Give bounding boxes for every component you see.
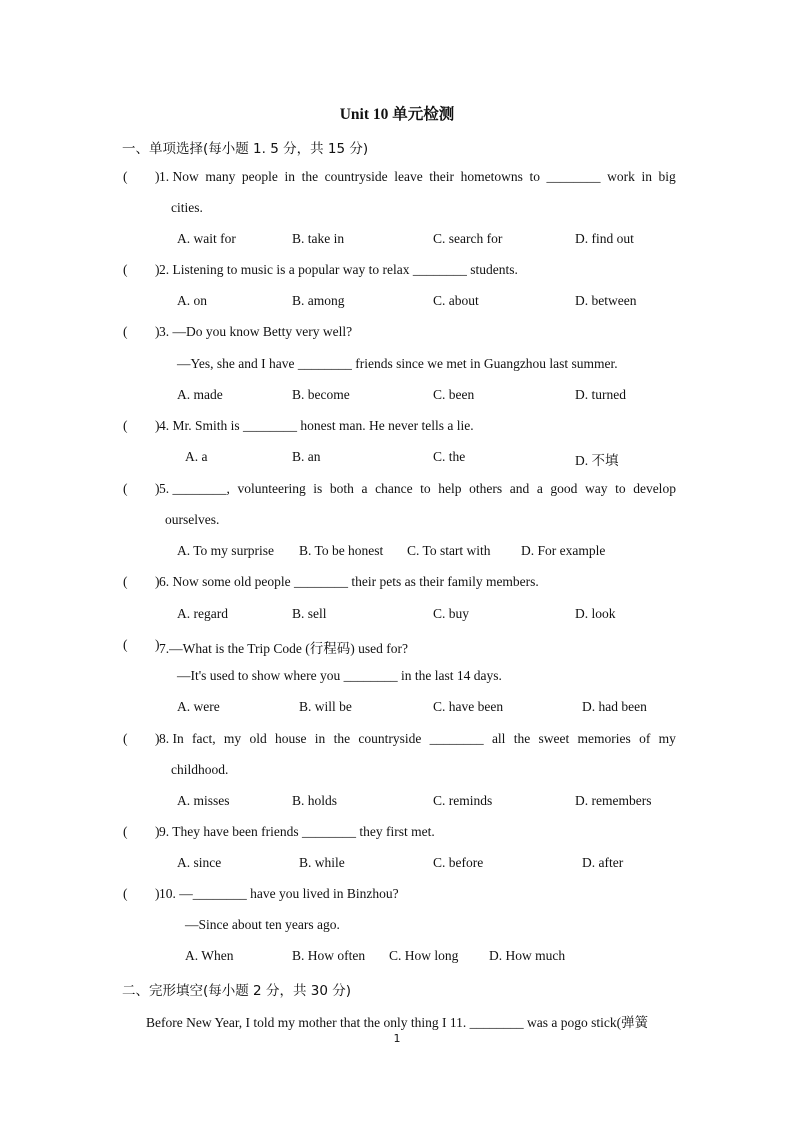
option-c: C. reminds <box>433 793 493 808</box>
stem-text: Listening to music is a popular way to relax ________ students. <box>172 262 518 277</box>
stem-word: the <box>333 731 351 746</box>
stem-word: countryside <box>358 731 422 746</box>
stem-word: good <box>550 481 578 496</box>
option-a: A. were <box>177 699 220 714</box>
question-number: 9. <box>159 824 170 839</box>
option-d: D. turned <box>575 387 626 402</box>
answer-paren-open: ( <box>123 731 128 746</box>
stem-word: others <box>469 481 503 496</box>
stem-text: They have been friends ________ they first met. <box>172 824 435 839</box>
stem-word: in <box>314 731 326 746</box>
stem-text: —________ have you lived in Binzhou? <box>179 886 399 901</box>
question-number: 6. <box>159 574 170 589</box>
stem-text: Now some old people ________ their pets as their family members. <box>172 574 539 589</box>
question-stem <box>159 886 676 902</box>
answer-paren-open: ( <box>123 324 128 339</box>
stem-text: Mr. Smith is ________ honest man. He never tells a lie. <box>172 418 474 433</box>
option-b: B. sell <box>292 606 327 621</box>
stem-text: —Do you know Betty very well? <box>172 324 353 339</box>
stem-word: chance <box>375 481 413 496</box>
option-c: C. To start with <box>407 543 491 558</box>
option-c: C. before <box>433 855 484 870</box>
question-stem-continued: childhood. <box>171 762 229 777</box>
stem-word: of <box>639 731 651 746</box>
option-b: B. become <box>292 387 350 402</box>
stem-word: many <box>205 169 236 184</box>
option-d: D. look <box>575 606 616 621</box>
stem-word: memories <box>577 731 631 746</box>
stem-word: a <box>361 481 368 496</box>
question-stem <box>159 324 676 340</box>
answer-paren-close: ) <box>155 886 160 901</box>
answer-paren-open: ( <box>123 824 128 839</box>
stem-word: sweet <box>538 731 570 746</box>
answer-paren-open: ( <box>123 637 128 652</box>
stem-word: old <box>249 731 267 746</box>
option-a: A. wait for <box>177 231 236 246</box>
stem-word: the <box>513 731 531 746</box>
question-number: 8. <box>159 731 170 746</box>
question-number: 1. <box>159 169 170 184</box>
section-heading-cloze: 二、完形填空(每小题 2 分，共 30 分) <box>122 983 351 999</box>
option-b: B. an <box>292 449 321 464</box>
option-c: C. have been <box>433 699 504 714</box>
stem-word: in <box>641 169 652 184</box>
option-d: D. For example <box>521 543 606 558</box>
question-stem <box>159 731 676 747</box>
option-a: A. on <box>177 293 207 308</box>
stem-word: in <box>284 169 295 184</box>
stem-word: hometowns <box>460 169 523 184</box>
stem-word: volunteering <box>237 481 306 496</box>
answer-blank: ________ <box>546 169 601 184</box>
answer-paren-close: ) <box>155 824 160 839</box>
stem-word: their <box>429 169 455 184</box>
page-number: 1 <box>393 1032 401 1045</box>
option-b: B. take in <box>292 231 345 246</box>
option-d: D. had been <box>582 699 647 714</box>
cloze-passage-line: Before New Year, I told my mother that the only thing I 11. ________ was a pogo stick(弹簧 <box>146 1015 649 1030</box>
option-d: D. 不填 <box>575 453 619 468</box>
answer-paren-close: ) <box>155 418 160 433</box>
question-stem-continued: —Since about ten years ago. <box>185 917 340 932</box>
option-b: B. will be <box>299 699 352 714</box>
answer-paren-close: ) <box>155 574 160 589</box>
option-c: C. been <box>433 387 475 402</box>
option-a: A. a <box>185 449 208 464</box>
stem-word: countryside <box>324 169 388 184</box>
stem-word: develop <box>633 481 676 496</box>
option-a: A. regard <box>177 606 228 621</box>
option-b: B. To be honest <box>299 543 384 558</box>
option-a: A. since <box>177 855 222 870</box>
option-d: D. after <box>582 855 624 870</box>
option-b: B. while <box>299 855 345 870</box>
stem-word: to <box>420 481 431 496</box>
question-stem-continued: —Yes, she and I have ________ friends since we met in Guangzhou last summer. <box>177 356 618 371</box>
stem-word: leave <box>394 169 423 184</box>
question-stem-continued: cities. <box>171 200 203 215</box>
option-b: B. holds <box>292 793 338 808</box>
option-c: C. buy <box>433 606 470 621</box>
answer-blank: ________, <box>172 481 230 496</box>
question-stem <box>159 824 676 840</box>
answer-paren-close: ) <box>155 481 160 496</box>
stem-word: work <box>607 169 635 184</box>
option-c: C. about <box>433 293 479 308</box>
stem-word: is <box>313 481 323 496</box>
option-d: D. find out <box>575 231 634 246</box>
page-title: Unit 10 单元检测 <box>339 106 455 123</box>
question-number: 10. <box>159 886 176 901</box>
question-number: 4. <box>159 418 170 433</box>
question-stem <box>159 418 676 434</box>
option-b: B. among <box>292 293 345 308</box>
stem-word: people <box>241 169 278 184</box>
stem-word: both <box>329 481 354 496</box>
stem-word: my <box>223 731 242 746</box>
question-number: 3. <box>159 324 170 339</box>
answer-paren-open: ( <box>123 169 128 184</box>
question-stem-continued: ourselves. <box>165 512 220 527</box>
stem-word: to <box>529 169 540 184</box>
stem-text: —What is the Trip Code (行程码) used for? <box>169 641 408 656</box>
stem-word: house <box>275 731 307 746</box>
option-a: A. To my surprise <box>177 543 275 558</box>
answer-blank: ________ <box>429 731 484 746</box>
question-number: 5. <box>159 481 170 496</box>
option-d: D. How much <box>489 948 566 963</box>
stem-word: fact, <box>192 731 216 746</box>
stem-word: help <box>438 481 462 496</box>
answer-paren-open: ( <box>123 418 128 433</box>
stem-word: to <box>615 481 626 496</box>
answer-paren-close: ) <box>155 637 160 652</box>
answer-paren-open: ( <box>123 262 128 277</box>
stem-word: all <box>491 731 506 746</box>
answer-paren-close: ) <box>155 324 160 339</box>
stem-word: Now <box>172 169 199 184</box>
stem-word: big <box>658 169 676 184</box>
option-c: C. the <box>433 449 466 464</box>
stem-word: the <box>301 169 319 184</box>
stem-word: way <box>585 481 608 496</box>
question-number: 2. <box>159 262 170 277</box>
answer-paren-open: ( <box>123 886 128 901</box>
option-d: D. remembers <box>575 793 652 808</box>
option-d: D. between <box>575 293 637 308</box>
stem-word: and <box>509 481 530 496</box>
option-a: A. When <box>185 948 234 963</box>
answer-paren-open: ( <box>123 481 128 496</box>
question-stem <box>159 169 676 185</box>
answer-paren-close: ) <box>155 262 160 277</box>
question-stem-continued: —It's used to show where you ________ in the last 14 days. <box>177 668 502 683</box>
stem-word: a <box>536 481 543 496</box>
answer-paren-open: ( <box>123 574 128 589</box>
stem-word: In <box>172 731 184 746</box>
question-stem <box>159 262 676 278</box>
question-stem <box>159 574 676 590</box>
question-number: 7. <box>159 641 170 656</box>
option-a: A. misses <box>177 793 230 808</box>
question-stem <box>159 481 676 497</box>
option-b: B. How often <box>292 948 366 963</box>
option-a: A. made <box>177 387 223 402</box>
option-c: C. How long <box>389 948 459 963</box>
stem-word: my <box>658 731 676 746</box>
option-c: C. search for <box>433 231 503 246</box>
answer-paren-close: ) <box>155 731 160 746</box>
answer-paren-close: ) <box>155 169 160 184</box>
question-stem <box>159 637 676 657</box>
section-heading-multiple-choice: 一、单项选择(每小题 1. 5 分，共 15 分) <box>122 141 369 157</box>
